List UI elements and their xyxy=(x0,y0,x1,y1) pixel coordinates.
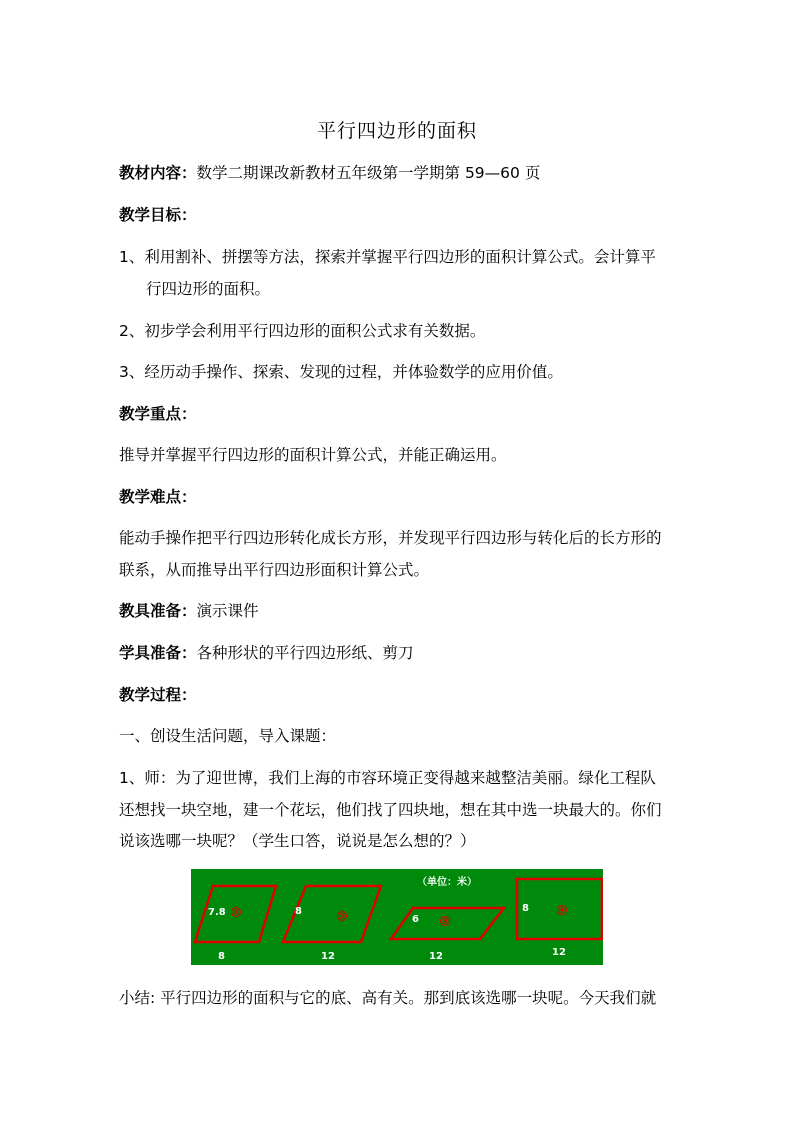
shape-4-id: ④ xyxy=(558,906,566,916)
goals-heading: 教学目标： xyxy=(119,206,197,224)
shape-3-base: 12 xyxy=(429,951,443,962)
shape-1-id: ① xyxy=(232,908,240,918)
shape-2-height: 8 xyxy=(295,906,302,917)
paragraph-1-line-1: 1、师：为了迎世博，我们上海的市容环境正变得越来越整洁美丽。绿化工程队 xyxy=(119,769,656,787)
difficult-points-line-1: 能动手操作把平行四边形转化成长方形，并发现平行四边形与转化后的长方形的 xyxy=(119,529,662,547)
parallelogram-figure-svg xyxy=(191,869,603,965)
process-heading: 教学过程： xyxy=(119,686,197,704)
key-points-text: 推导并掌握平行四边形的面积计算公式，并能正确运用。 xyxy=(119,446,507,464)
difficult-points-heading: 教学难点： xyxy=(119,488,197,506)
teacher-tools-text: 演示课件 xyxy=(196,602,259,620)
content-line xyxy=(119,163,540,183)
content-label: 教材内容： xyxy=(119,164,197,182)
difficult-points-line-2: 联系，从而推导出平行四边形面积计算公式。 xyxy=(119,561,430,579)
shape-4-height: 8 xyxy=(522,903,529,914)
shape-3-height: 6 xyxy=(412,914,419,925)
content-text: 数学二期课改新教材五年级第一学期第 59—60 页 xyxy=(196,164,541,182)
goal-1-line-2: 行四边形的面积。 xyxy=(146,280,271,298)
student-tools-label: 学具准备： xyxy=(119,644,197,662)
summary-line: 小结: 平行四边形的面积与它的底、高有关。那到底该选哪一块呢。今天我们就 xyxy=(119,989,657,1007)
student-tools-line xyxy=(119,643,414,663)
teacher-tools-line xyxy=(119,601,259,621)
shape-2-base: 12 xyxy=(321,951,335,962)
goal-3: 3、经历动手操作、探索、发现的过程，并体验数学的应用价值。 xyxy=(119,363,563,381)
shape-1-height: 7.8 xyxy=(208,907,226,918)
paragraph-1-line-3: 说该选哪一块呢？（学生口答，说说是怎么想的？） xyxy=(119,832,476,850)
shape-4-base: 12 xyxy=(552,947,566,958)
shape-2-id: ② xyxy=(338,912,346,922)
teacher-tools-label: 教具准备： xyxy=(119,602,197,620)
paragraph-1-line-2: 还想找一块空地，建一个花坛，他们找了四块地，想在其中选一块最大的。你们 xyxy=(119,801,662,819)
section-1-heading: 一、创设生活问题，导入课题： xyxy=(119,727,337,745)
parallelogram-figure xyxy=(191,869,603,965)
shape-3-id: ③ xyxy=(441,917,449,927)
unit-label: （单位：米） xyxy=(417,877,477,888)
student-tools-text: 各种形状的平行四边形纸、剪刀 xyxy=(196,644,414,662)
page-title: 平行四边形的面积 xyxy=(316,120,477,142)
goal-1-line-1: 1、利用割补、拼摆等方法，探索并掌握平行四边形的面积计算公式。会计算平 xyxy=(119,248,656,266)
shape-1-base: 8 xyxy=(218,951,225,962)
key-points-heading: 教学重点： xyxy=(119,405,197,423)
goal-2: 2、初步学会利用平行四边形的面积公式求有关数据。 xyxy=(119,322,486,340)
